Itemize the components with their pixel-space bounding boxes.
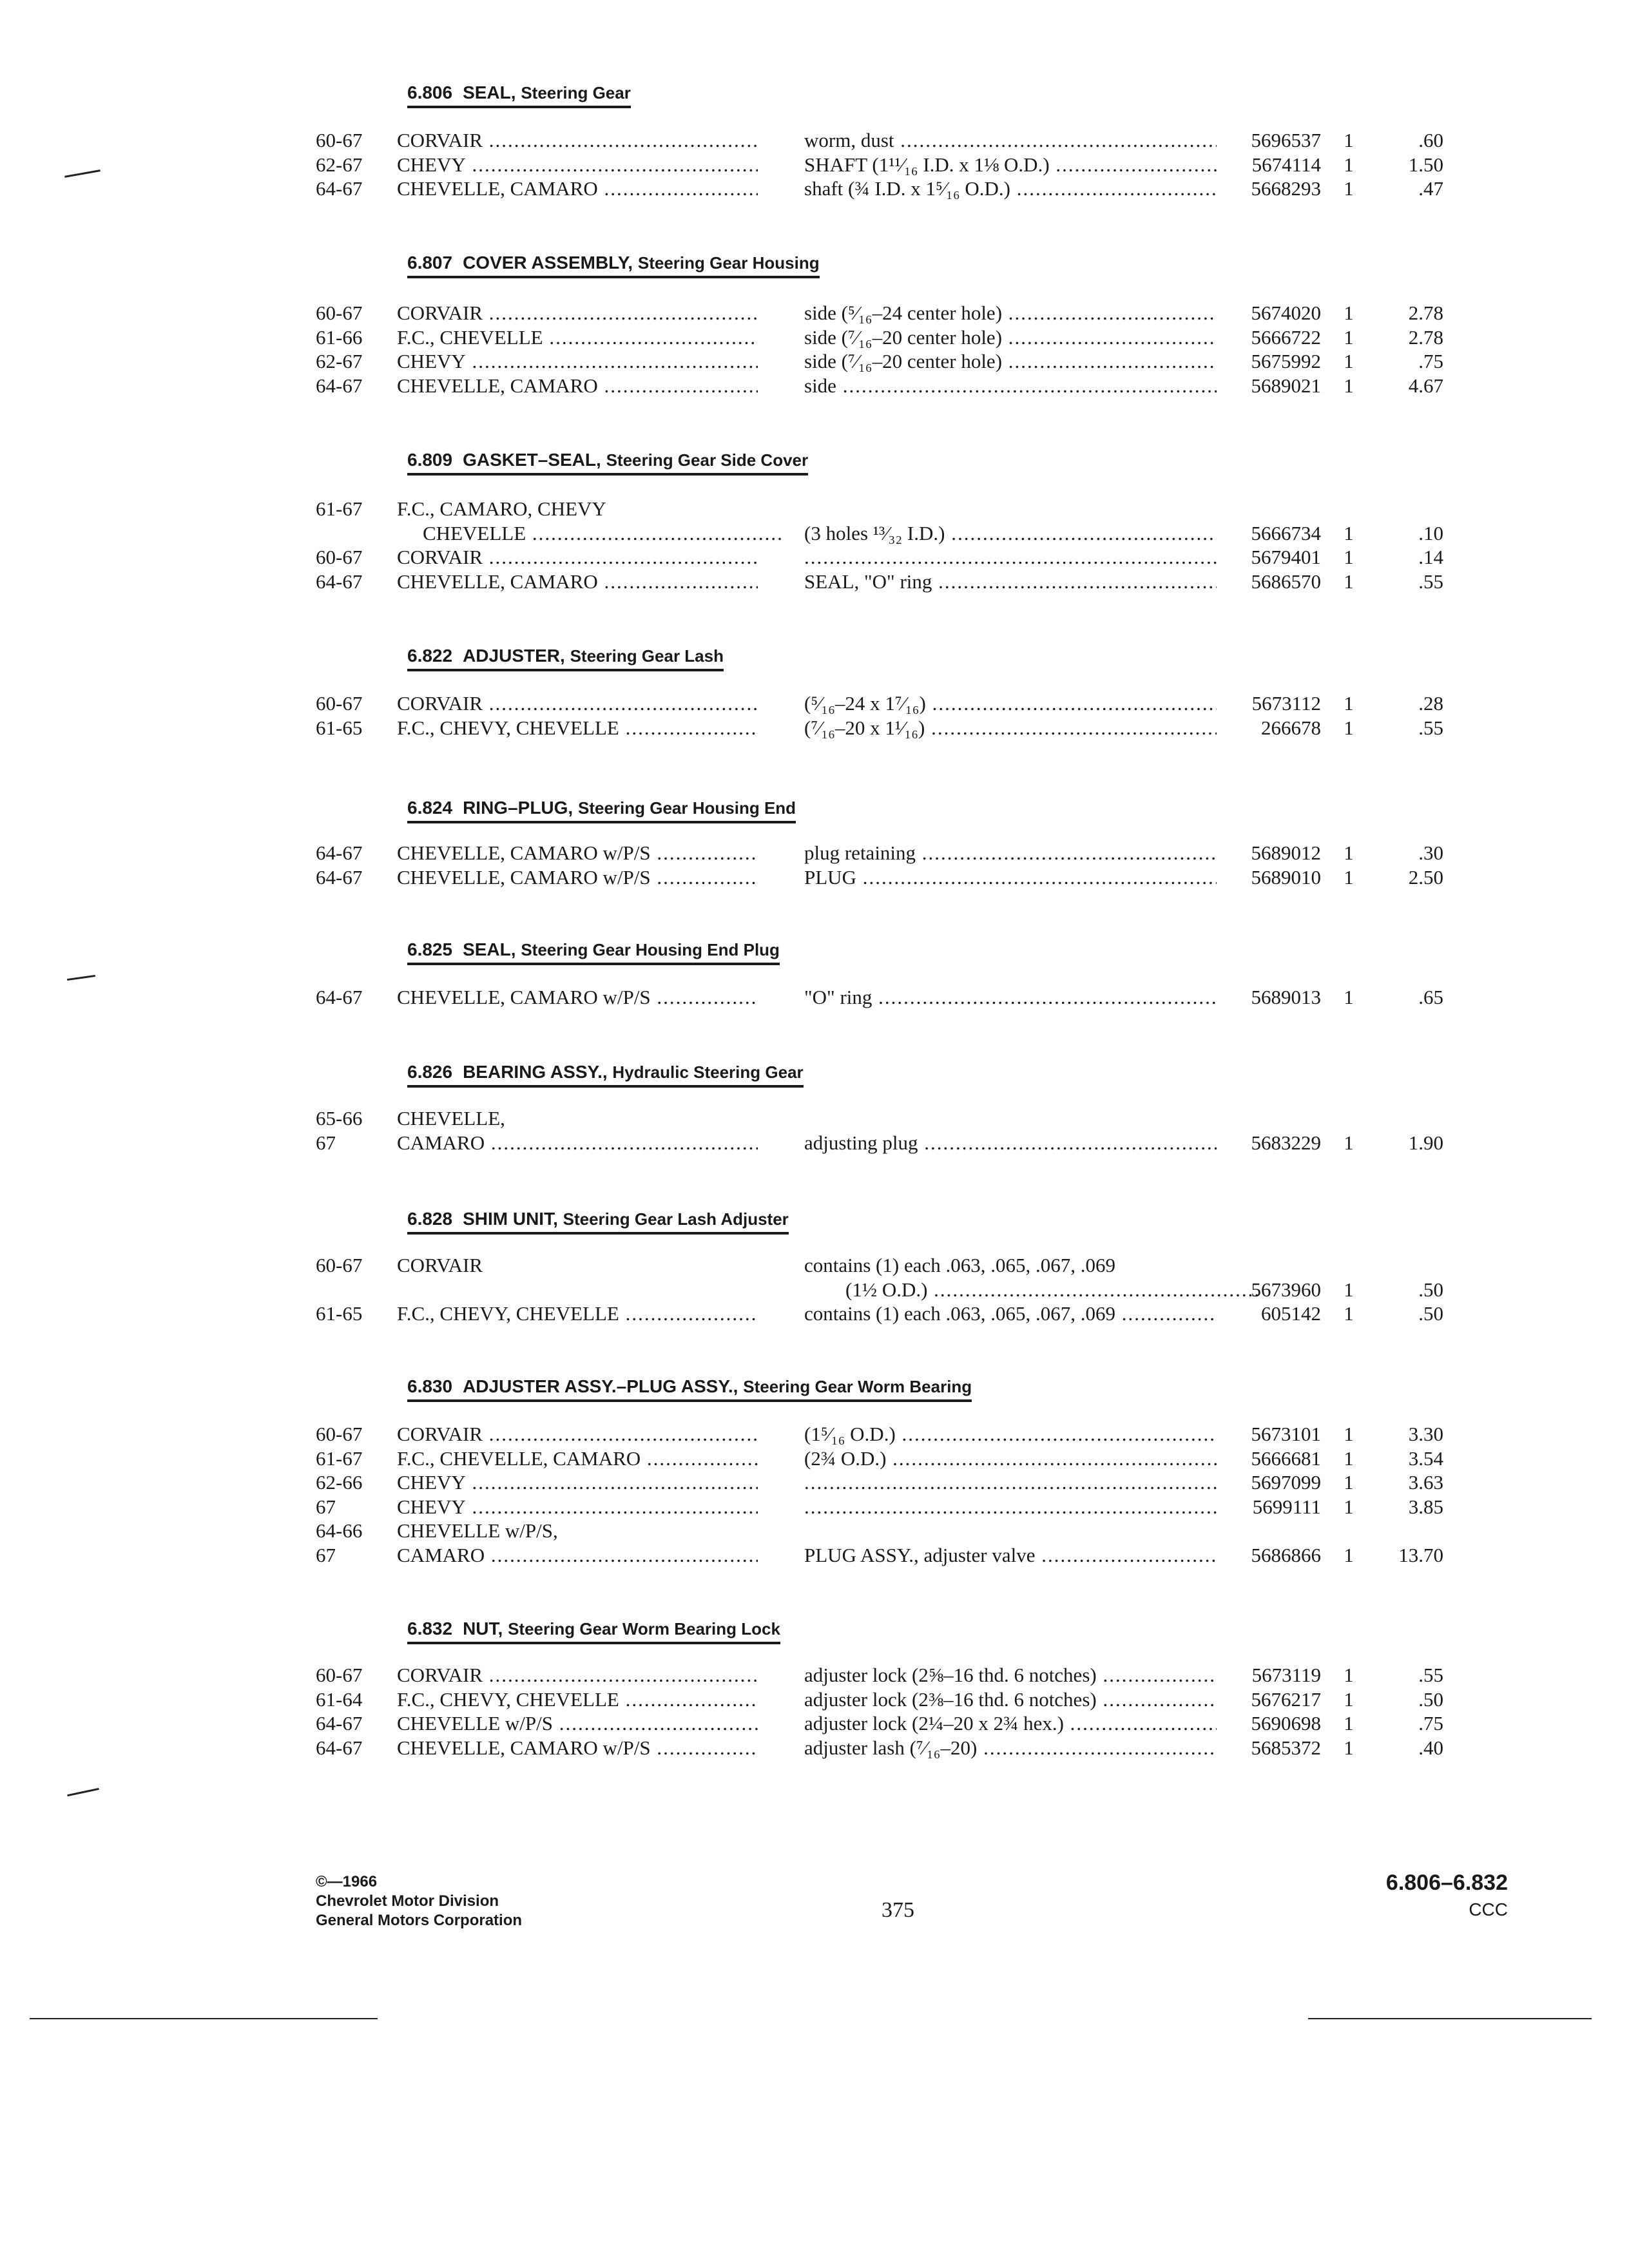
table-row xyxy=(0,1688,1629,1714)
part-number: 5699111 xyxy=(1252,1495,1321,1518)
table-row xyxy=(0,692,1629,718)
list-price: .50 xyxy=(1418,1302,1443,1325)
part-description: (⁷⁄₁₆–20 x 1¹⁄₁₆) ..... xyxy=(804,716,1217,740)
model-years: 60-67 xyxy=(316,129,363,151)
quantity: 1 xyxy=(1344,1131,1354,1154)
section-subtitle: Steering Gear Housing xyxy=(637,253,820,273)
part-number: 5679401 xyxy=(1251,546,1321,568)
table-row xyxy=(0,177,1629,203)
list-price: .65 xyxy=(1418,986,1443,1008)
model-years: 64-67 xyxy=(316,1736,363,1759)
vehicle-model: CAMARO ..... xyxy=(397,1544,758,1567)
table-row xyxy=(0,716,1629,742)
table-row xyxy=(0,1471,1629,1497)
quantity: 1 xyxy=(1344,986,1354,1008)
part-number: 5689010 xyxy=(1251,865,1321,889)
section-heading xyxy=(407,253,820,278)
section-number: 6.822 xyxy=(407,646,453,666)
section-heading xyxy=(407,646,724,671)
table-row xyxy=(0,1278,1629,1304)
table-row xyxy=(0,1712,1629,1738)
list-price: .55 xyxy=(1418,1664,1443,1686)
section-heading xyxy=(407,798,796,823)
section-heading xyxy=(407,1619,780,1644)
part-number: 5673112 xyxy=(1251,692,1321,715)
section-subtitle: Steering Gear Housing End Plug xyxy=(521,940,780,959)
section-number: 6.828 xyxy=(407,1209,453,1229)
model-years: 67 xyxy=(316,1131,336,1154)
quantity: 1 xyxy=(1344,153,1354,176)
part-number: 5666681 xyxy=(1251,1446,1321,1470)
model-years: 60-67 xyxy=(316,1423,363,1445)
vehicle-model: CAMARO ..... xyxy=(397,1131,758,1155)
quantity: 1 xyxy=(1344,374,1354,397)
model-years: 64-67 xyxy=(316,177,363,200)
quantity: 1 xyxy=(1344,841,1354,864)
table-row xyxy=(0,1302,1629,1328)
model-years: 65-66 xyxy=(316,1107,363,1129)
section-subtitle: Steering Gear Worm Bearing Lock xyxy=(508,1619,780,1639)
part-number: 5675992 xyxy=(1251,350,1321,372)
list-price: .75 xyxy=(1418,1712,1443,1735)
model-years: 67 xyxy=(316,1495,336,1518)
model-years: 64-67 xyxy=(316,1712,363,1735)
vehicle-model: CHEVELLE w/P/S ..... xyxy=(397,1712,758,1735)
section-subtitle: Steering Gear Housing End xyxy=(578,798,796,818)
part-description: side (⁷⁄₁₆–20 center hole) ..... xyxy=(804,326,1217,349)
table-row xyxy=(0,546,1629,572)
quantity: 1 xyxy=(1344,1302,1354,1325)
list-price: 2.78 xyxy=(1408,325,1443,349)
part-description: plug retaining ..... xyxy=(804,841,1217,865)
part-description: (⁵⁄₁₆–24 x 1⁷⁄₁₆) ..... xyxy=(804,692,1217,715)
list-price: 3.63 xyxy=(1408,1471,1443,1494)
quantity: 1 xyxy=(1344,1446,1354,1470)
part-number: 5673101 xyxy=(1251,1423,1321,1445)
list-price: 1.90 xyxy=(1408,1131,1443,1154)
table-row xyxy=(0,153,1629,179)
vehicle-model: F.C., CAMARO, CHEVY xyxy=(397,497,606,520)
table-row xyxy=(0,1664,1629,1689)
part-description xyxy=(804,546,1217,569)
model-years: 64-67 xyxy=(316,374,363,397)
part-description: SEAL, "O" ring ..... xyxy=(804,570,1217,593)
copyright: ©—1966 xyxy=(316,1873,378,1890)
part-description: "O" ring ..... xyxy=(804,986,1217,1009)
list-price: 3.30 xyxy=(1408,1423,1443,1445)
table-row xyxy=(0,1423,1629,1448)
section-number: 6.824 xyxy=(407,798,453,818)
part-description: contains (1) each .063, .065, .067, .069 ..... xyxy=(804,1302,1217,1325)
part-number: 5686570 xyxy=(1251,570,1321,593)
quantity: 1 xyxy=(1344,129,1354,151)
section-title: NUT, xyxy=(463,1619,503,1639)
quantity: 1 xyxy=(1344,1687,1354,1711)
part-number: 5676217 xyxy=(1251,1687,1321,1711)
part-number: 5666734 xyxy=(1251,521,1321,544)
section-number: 6.806 xyxy=(407,82,453,102)
section-title: RING–PLUG, xyxy=(463,798,574,818)
vehicle-model: F.C., CHEVY, CHEVELLE ..... xyxy=(397,716,758,740)
scan-rule xyxy=(30,2018,378,2019)
section-title: ADJUSTER ASSY.–PLUG ASSY., xyxy=(463,1376,738,1396)
part-number: 5689013 xyxy=(1251,986,1321,1008)
table-row xyxy=(0,1107,1629,1133)
part-description: adjuster lock (2⅝–16 thd. 6 notches) ..... xyxy=(804,1664,1217,1687)
section-number: 6.832 xyxy=(407,1619,453,1639)
vehicle-model: CORVAIR xyxy=(397,1254,483,1276)
scan-mark xyxy=(67,1788,99,1796)
model-years: 62-66 xyxy=(316,1471,363,1494)
table-row xyxy=(0,1544,1629,1570)
part-description: adjusting plug ..... xyxy=(804,1131,1217,1155)
section-title: ADJUSTER, xyxy=(463,646,565,666)
list-price: .14 xyxy=(1418,546,1443,568)
section-number: 6.809 xyxy=(407,450,453,470)
list-price: .60 xyxy=(1418,129,1443,151)
table-row xyxy=(0,302,1629,327)
model-years: 60-67 xyxy=(316,302,363,324)
quantity: 1 xyxy=(1344,302,1354,324)
part-description: shaft (¾ I.D. x 1⁵⁄₁₆ O.D.) ..... xyxy=(804,177,1217,200)
list-price: 2.78 xyxy=(1408,302,1443,324)
section-heading xyxy=(407,939,780,965)
section-heading xyxy=(407,82,631,108)
part-description: adjuster lock (2⅜–16 thd. 6 notches) ..... xyxy=(804,1688,1217,1711)
page-number: 375 xyxy=(882,1898,914,1922)
part-number: 5689012 xyxy=(1251,841,1321,864)
part-description: side (⁵⁄₁₆–24 center hole) ..... xyxy=(804,302,1217,325)
vehicle-model: F.C., CHEVY, CHEVELLE ..... xyxy=(397,1688,758,1711)
part-description: (1½ O.D.) ..... xyxy=(845,1278,1258,1302)
part-description: (1⁵⁄₁₆ O.D.) ..... xyxy=(804,1423,1217,1446)
table-row xyxy=(0,350,1629,376)
quantity: 1 xyxy=(1344,865,1354,889)
section-title: SHIM UNIT, xyxy=(463,1209,558,1229)
table-row xyxy=(0,570,1629,596)
part-description: PLUG ASSY., adjuster valve ..... xyxy=(804,1544,1217,1567)
vehicle-model: CHEVELLE, CAMARO ..... xyxy=(397,374,758,398)
part-description xyxy=(804,1495,1217,1519)
part-number: 5685372 xyxy=(1251,1736,1321,1759)
scan-rule xyxy=(1308,2018,1592,2019)
part-description: contains (1) each .063, .065, .067, .069 xyxy=(804,1254,1115,1276)
vehicle-model: CHEVELLE, CAMARO w/P/S ..... xyxy=(397,986,758,1009)
vehicle-model: CHEVELLE w/P/S, xyxy=(397,1519,558,1542)
part-number: 5674114 xyxy=(1251,153,1321,176)
vehicle-model: F.C., CHEVELLE ..... xyxy=(397,326,758,349)
quantity: 1 xyxy=(1344,1423,1354,1445)
table-row xyxy=(0,1131,1629,1157)
model-years: 64-67 xyxy=(316,986,363,1008)
part-description: adjuster lash (⁷⁄₁₆–20) ..... xyxy=(804,1736,1217,1760)
division-name: Chevrolet Motor Division xyxy=(316,1892,499,1910)
catalog-code: CCC xyxy=(1469,1899,1508,1919)
part-number: 5689021 xyxy=(1251,374,1321,397)
table-row xyxy=(0,1495,1629,1521)
model-years: 61-66 xyxy=(316,325,363,349)
vehicle-model: CORVAIR ..... xyxy=(397,1664,758,1687)
quantity: 1 xyxy=(1344,1471,1354,1494)
footer-range xyxy=(1366,1869,1508,1923)
quantity: 1 xyxy=(1344,1543,1354,1566)
section-heading xyxy=(407,1209,789,1235)
model-years: 61-65 xyxy=(316,1302,363,1325)
model-years: 61-67 xyxy=(316,497,363,520)
quantity: 1 xyxy=(1344,350,1354,372)
model-years: 64-67 xyxy=(316,570,363,593)
part-description: worm, dust ..... xyxy=(804,129,1217,152)
section-number: 6.807 xyxy=(407,253,453,273)
model-years: 60-67 xyxy=(316,1254,363,1276)
list-price: .50 xyxy=(1418,1278,1443,1301)
table-row xyxy=(0,129,1629,155)
part-number: 266678 xyxy=(1261,716,1321,739)
part-number: 5696537 xyxy=(1251,129,1321,151)
part-description: (2¾ O.D.) ..... xyxy=(804,1447,1217,1470)
table-row xyxy=(0,522,1629,548)
quantity: 1 xyxy=(1344,546,1354,568)
vehicle-model: CHEVELLE, CAMARO w/P/S ..... xyxy=(397,866,758,889)
table-row xyxy=(0,1736,1629,1762)
list-price: .55 xyxy=(1418,570,1443,593)
part-description: (3 holes ¹³⁄₃₂ I.D.) ..... xyxy=(804,522,1217,545)
list-price: 3.85 xyxy=(1408,1495,1443,1518)
list-price: .47 xyxy=(1418,177,1443,200)
quantity: 1 xyxy=(1344,521,1354,544)
list-price: 13.70 xyxy=(1398,1543,1443,1566)
section-number: 6.826 xyxy=(407,1062,453,1082)
section-heading xyxy=(407,1062,804,1088)
vehicle-model: CORVAIR ..... xyxy=(397,546,758,569)
list-price: 2.50 xyxy=(1408,865,1443,889)
part-number: 5690698 xyxy=(1251,1712,1321,1735)
part-number: 5686866 xyxy=(1251,1543,1321,1566)
vehicle-model: CHEVELLE, CAMARO ..... xyxy=(397,570,758,593)
model-years: 62-67 xyxy=(316,350,363,372)
part-description: SHAFT (1¹¹⁄₁₆ I.D. x 1⅛ O.D.) ..... xyxy=(804,153,1217,177)
part-description: adjuster lock (2¼–20 x 2¾ hex.) ..... xyxy=(804,1712,1217,1735)
vehicle-model: CORVAIR ..... xyxy=(397,129,758,152)
quantity: 1 xyxy=(1344,325,1354,349)
part-number: 5674020 xyxy=(1251,302,1321,324)
vehicle-model: CHEVELLE, CAMARO ..... xyxy=(397,177,758,200)
list-price: .40 xyxy=(1418,1736,1443,1759)
part-number: 605142 xyxy=(1261,1302,1321,1325)
part-number: 5666722 xyxy=(1251,325,1321,349)
section-title: SEAL, xyxy=(463,82,516,102)
section-subtitle: Steering Gear Lash Adjuster xyxy=(563,1209,789,1229)
list-price: .75 xyxy=(1418,350,1443,372)
section-number: 6.825 xyxy=(407,939,453,959)
model-years: 64-67 xyxy=(316,841,363,864)
section-heading xyxy=(407,1376,972,1402)
model-years: 61-65 xyxy=(316,716,363,739)
quantity: 1 xyxy=(1344,177,1354,200)
part-description xyxy=(804,1471,1217,1494)
vehicle-model: CHEVY ..... xyxy=(397,1495,758,1519)
section-number: 6.830 xyxy=(407,1376,453,1396)
model-years: 64-67 xyxy=(316,865,363,889)
table-row xyxy=(0,1447,1629,1473)
section-title: BEARING ASSY., xyxy=(463,1062,608,1082)
table-row xyxy=(0,326,1629,352)
model-years: 61-64 xyxy=(316,1687,363,1711)
model-years: 61-67 xyxy=(316,1446,363,1470)
model-years: 64-66 xyxy=(316,1519,363,1542)
table-row xyxy=(0,1254,1629,1280)
quantity: 1 xyxy=(1344,1712,1354,1735)
model-years: 60-67 xyxy=(316,692,363,715)
section-subtitle: Hydraulic Steering Gear xyxy=(612,1062,804,1082)
scan-mark xyxy=(67,975,95,981)
list-price: .55 xyxy=(1418,716,1443,739)
vehicle-model: F.C., CHEVY, CHEVELLE ..... xyxy=(397,1302,758,1325)
quantity: 1 xyxy=(1344,1278,1354,1301)
quantity: 1 xyxy=(1344,1736,1354,1759)
vehicle-model: CORVAIR ..... xyxy=(397,1423,758,1446)
model-years: 62-67 xyxy=(316,153,363,176)
model-years: 67 xyxy=(316,1543,336,1566)
table-row xyxy=(0,841,1629,867)
part-number: 5673119 xyxy=(1251,1664,1321,1686)
quantity: 1 xyxy=(1344,716,1354,739)
vehicle-model: F.C., CHEVELLE, CAMARO ..... xyxy=(397,1447,758,1470)
section-heading xyxy=(407,450,808,476)
vehicle-model: CHEVY ..... xyxy=(397,1471,758,1494)
part-number: 5673960 xyxy=(1251,1278,1321,1301)
table-row xyxy=(0,986,1629,1012)
vehicle-model: CHEVELLE, xyxy=(397,1107,505,1129)
part-number: 5683229 xyxy=(1251,1131,1321,1154)
quantity: 1 xyxy=(1344,692,1354,715)
vehicle-model: CHEVELLE, CAMARO w/P/S ..... xyxy=(397,841,758,865)
list-price: 4.67 xyxy=(1408,374,1443,397)
part-number: 5668293 xyxy=(1251,177,1321,200)
list-price: .50 xyxy=(1418,1687,1443,1711)
part-number: 5697099 xyxy=(1251,1471,1321,1494)
model-years: 60-67 xyxy=(316,546,363,568)
list-price: .28 xyxy=(1418,692,1443,715)
section-title: GASKET–SEAL, xyxy=(463,450,601,470)
vehicle-model: CHEVY ..... xyxy=(397,153,758,177)
table-row xyxy=(0,497,1629,523)
section-subtitle: Steering Gear Lash xyxy=(570,646,724,666)
table-row xyxy=(0,866,1629,892)
quantity: 1 xyxy=(1344,1495,1354,1518)
quantity: 1 xyxy=(1344,1664,1354,1686)
table-row xyxy=(0,374,1629,400)
corporation-name: General Motors Corporation xyxy=(316,1912,523,1929)
part-description: PLUG ..... xyxy=(804,866,1217,889)
section-range: 6.806–6.832 xyxy=(1385,1870,1508,1895)
list-price: .10 xyxy=(1418,521,1443,544)
vehicle-model: CORVAIR ..... xyxy=(397,302,758,325)
section-title: COVER ASSEMBLY, xyxy=(463,253,633,273)
section-subtitle: Steering Gear xyxy=(521,83,631,102)
list-price: 1.50 xyxy=(1408,153,1443,176)
part-description: side ..... xyxy=(804,374,1217,398)
list-price: 3.54 xyxy=(1408,1446,1443,1470)
footer-publisher xyxy=(316,1872,522,1930)
part-description: side (⁷⁄₁₆–20 center hole) ..... xyxy=(804,350,1217,373)
section-subtitle: Steering Gear Worm Bearing xyxy=(743,1377,972,1396)
vehicle-model: CORVAIR ..... xyxy=(397,692,758,715)
vehicle-model: CHEVY ..... xyxy=(397,350,758,373)
section-subtitle: Steering Gear Side Cover xyxy=(606,450,809,470)
vehicle-model: CHEVELLE ..... xyxy=(423,522,784,545)
quantity: 1 xyxy=(1344,570,1354,593)
section-title: SEAL, xyxy=(463,939,516,959)
list-price: .30 xyxy=(1418,841,1443,864)
vehicle-model: CHEVELLE, CAMARO w/P/S ..... xyxy=(397,1736,758,1760)
table-row xyxy=(0,1519,1629,1545)
model-years: 60-67 xyxy=(316,1664,363,1686)
